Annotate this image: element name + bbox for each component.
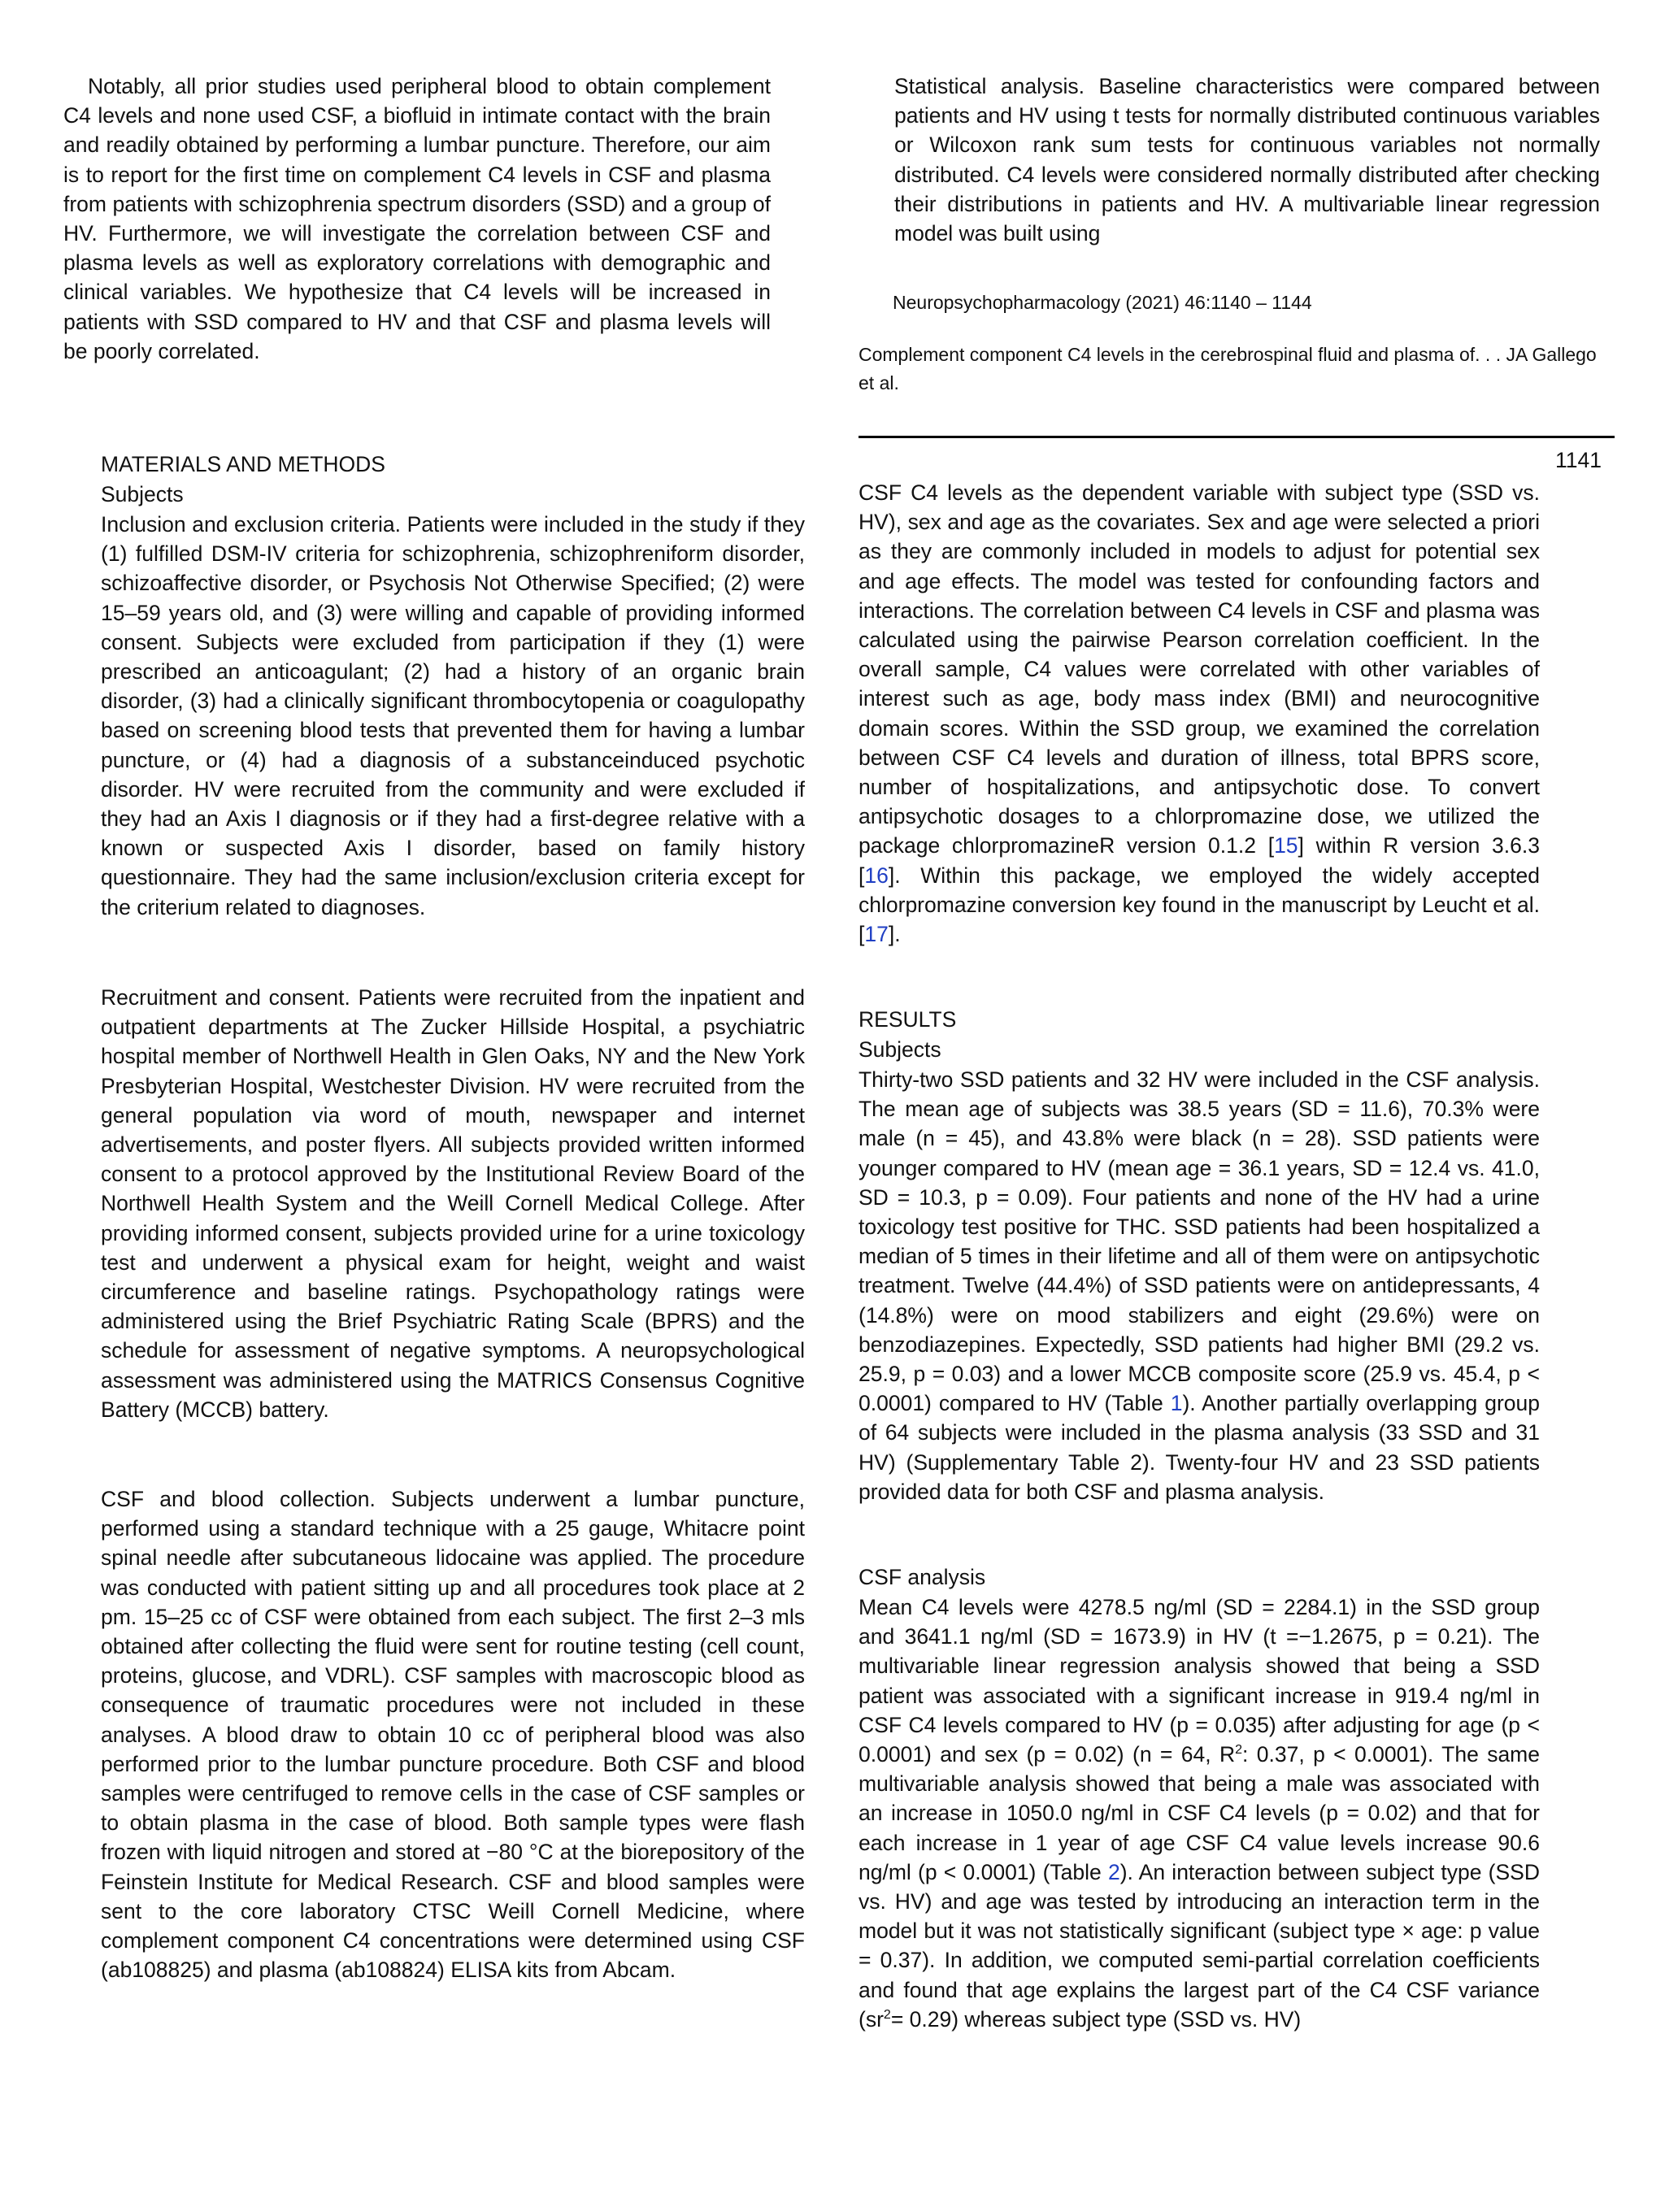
csf-paragraph-text: Mean C4 levels were 4278.5 ng/ml (SD = 2284.1) in the SSD group and 3641.1 ng/ml (SD = 1673.9) in HV (t =−1.2675, p = 0.21). The multivariable linear regression analysis showed that being a SSD patient was associated with a significant increase in 919.4 ng/ml in CSF C4 levels compared to HV (p = 0.035) after adjusting for age (p < 0.0001) and sex (p = 0.02) (n = 64, $R^2$: 0.37, p < 0.0001). The same multivariable analysis showed that being a male was associated with an increase in 1050.0 ng/ml in CSF C4 levels (p = 0.02) and that for each increase in 1 year of age CSF C4 value levels increase 90.6 ng/ml (p < 0.0001) (Table 2). An interaction between subject type (SSD vs. HV) and age was tested by introducing an interaction term in the model but it was not statistically significant (subject type × age: p value = 0.37). In addition, we computed semi-partial correlation coefficients and found that age explains the largest part of the C4 CSF variance $(sr^2= 0.29)$ whereas subject type (SSD vs. HV) [859,1595,1540,2032]
subsection-heading-csf-analysis: CSF analysis [859,1565,986,1589]
table-link-2[interactable]: 2 [1107,1859,1120,1884]
reference-link-16[interactable]: 16 [864,863,889,888]
inclusion-paragraph [101,510,805,922]
intro-paragraph [63,72,771,366]
page-number: 1141 [1555,448,1602,472]
csf-paragraph [859,1593,1540,2034]
subsection-heading-results-subjects: Subjects [859,1037,941,1062]
reference-link-17[interactable]: 17 [864,922,889,947]
model-paragraph [859,478,1540,949]
intro-paragraph-text: Notably, all prior studies used peripheral blood to obtain complement C4 levels and none used CSF, a biofluid in intimate contact with the brain and readily obtained by performing a lumbar puncture. Therefore, our aim is to report for the first time on complement C4 levels in CSF and plasma from patients with schizophrenia spectrum disorders (SSD) and a group of HV. Furthermore, we will investigate the correlation between CSF and plasma levels as well as exploratory correlations with demographic and clinical variables. We hypothesize that C4 levels will be increased in patients with SSD compared to HV and that CSF and plasma levels will be poorly correlated. [63,74,771,363]
statistical-paragraph [894,72,1600,248]
superscript-2: 2 [883,2008,891,2023]
header-rule [859,436,1615,438]
statistical-paragraph-text: Statistical analysis. Baseline characteristics were compared between patients and HV using t tests for normally distributed continuous variables or Wilcoxon rank sum tests for continuous variables not normally distributed. C4 levels were considered normally distributed after checking their distributions in patients and HV. A multivariable linear regression model was built using [894,74,1600,246]
model-paragraph-text: CSF C4 levels as the dependent variable with subject type (SSD vs. HV), sex and age as the covariates. Sex and age were selected a priori as they are commonly included in models to adjust for potential sex and age effects. The model was tested for confounding factors and interactions. The correlation between C4 levels in CSF and plasma was calculated using the pairwise Pearson correlation coefficient. In the overall sample, C4 values were correlated with other variables of interest such as age, body mass index (BMI) and neurocognitive domain scores. Within the SSD group, we examined the correlation between CSF C4 levels and duration of illness, total BPRS score, number of hospitalizations, and antipsychotic dose. To convert antipsychotic dosages to a chlorpromazine dose, we utilized the package chlorpromazineR version 0.1.2 [15] within R version 3.6.3 [16]. Within this package, we employed the widely accepted chlorpromazine conversion key found in the manuscript by Leucht et al. [17]. [859,480,1540,947]
section-heading-materials-methods: MATERIALS AND METHODS [101,452,385,476]
table-link-1[interactable]: 1 [1170,1391,1183,1416]
recruitment-paragraph [101,983,805,1424]
collection-paragraph-text: CSF and blood collection. Subjects underwent a lumbar puncture, performed using a standard technique with a 25 gauge, Whitacre point spinal needle after subcutaneous lidocaine was applied. The procedure was conducted with patient sitting up and all procedures took place at 2 pm. 15–25 cc of CSF were obtained from each subject. The first 2–3 mls obtained after collecting the fluid were sent for routine testing (cell count, proteins, glucose, and VDRL). CSF samples with macroscopic blood as consequence of traumatic procedures were not included in these analyses. A blood draw to obtain 10 cc of peripheral blood was also performed prior to the lumbar puncture procedure. Both CSF and blood samples were centrifuged to remove cells in the case of CSF samples or to obtain plasma in the case of blood. Both sample types were flash frozen with liquid nitrogen and stored at −80 °C at the biorepository of the Feinstein Institute for Medical Research. CSF and blood samples were sent to the core laboratory CTSC Weill Cornell Medicine, where complement component C4 concentrations were determined using CSF (ab108825) and plasma (ab108824) ELISA kits from Abcam. [101,1487,805,1983]
reference-link-15[interactable]: 15 [1274,833,1298,858]
subjects-paragraph-text: Thirty-two SSD patients and 32 HV were included in the CSF analysis. The mean age of subjects was 38.5 years (SD = 11.6), 70.3% were male (n = 45), and 43.8% were black (n = 28). SSD patients were younger compared to HV (mean age = 36.1 years, SD = 12.4 vs. 41.0, SD = 10.3, p = 0.09). Four patients and none of the HV had a urine toxicology test positive for THC. SSD patients had been hospitalized a median of 5 times in their lifetime and all of them were on antipsychotic treatment. Twelve (44.4%) of SSD patients were on antidepressants, 4 (14.8%) were on mood stabilizers and eight (29.6%) were on benzodiazepines. Expectedly, SSD patients had higher BMI (29.2 vs. 25.9, p = 0.03) and a lower MCCB composite score (25.9 vs. 45.4, p < 0.0001) compared to HV (Table 1). Another partially overlapping group of 64 subjects were included in the plasma analysis (33 SSD and 31 HV) (Supplementary Table 2). Twenty-four HV and 23 SSD patients provided data for both CSF and plasma analysis. [859,1067,1540,1504]
collection-paragraph [101,1484,805,1984]
subjects-paragraph [859,1065,1540,1506]
recruitment-paragraph-text: Recruitment and consent. Patients were recruited from the inpatient and outpatient departments at The Zucker Hillside Hospital, a psychiatric hospital member of Northwell Health in Glen Oaks, NY and the New York Presbyterian Hospital, Westchester Division. HV were recruited from the general population via word of mouth, newspaper and internet advertisements, and poster flyers. All subjects provided written informed consent to a protocol approved by the Institutional Review Board of the Northwell Health System and the Weill Cornell Medical College. After providing informed consent, subjects provided urine for a urine toxicology test and underwent a physical exam for height, weight and waist circumference and baseline ratings. Psychopathology ratings were administered using the Brief Psychiatric Rating Scale (BPRS) and the schedule for assessment of negative symptoms. A neuropsychological assessment was administered using the MATRICS Consensus Cognitive Battery (MCCB) battery. [101,985,805,1422]
subsection-heading-subjects: Subjects [101,482,184,506]
running-header: Complement component C4 levels in the cerebrospinal fluid and plasma of. . . JA Gallego et al. [859,344,1597,393]
superscript-2: 2 [1235,1743,1243,1758]
inclusion-paragraph-text: Inclusion and exclusion criteria. Patients were included in the study if they (1) fulfilled DSM-IV criteria for schizophrenia, schizophreniform disorder, schizoaffective disorder, or Psychosis Not Otherwise Specified; (2) were 15–59 years old, and (3) were willing and capable of providing informed consent. Subjects were excluded from participation if they (1) were prescribed an anticoagulant; (2) had a history of an organic brain disorder, (3) had a clinically significant thrombocytopenia or coagulopathy based on screening blood tests that prevented them for having a lumbar puncture, or (4) had a diagnosis of a substanceinduced psychotic disorder. HV were recruited from the community and were excluded if they had an Axis I diagnosis or if they had a first-degree relative with a known or suspected Axis I disorder, based on family history questionnaire. They had the same inclusion/exclusion criteria except for the criterium related to diagnoses. [101,512,805,919]
section-heading-results: RESULTS [859,1007,957,1032]
journal-footer: Neuropsychopharmacology (2021) 46:1140 – 1144 [893,292,1312,313]
